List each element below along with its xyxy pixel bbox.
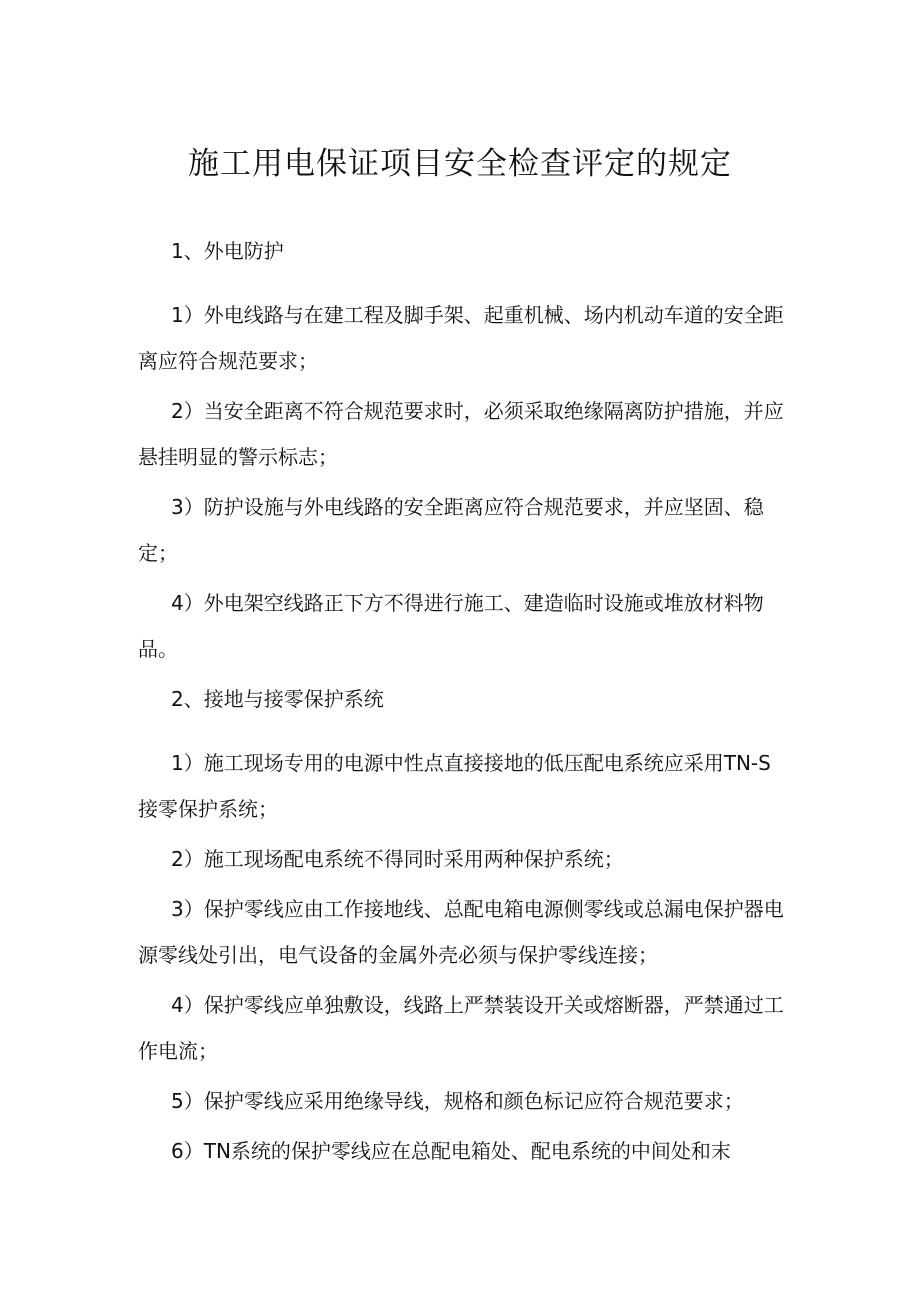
paragraph: 3）防护设施与外电线路的安全距离应符合规范要求，并应坚固、稳定； (138, 495, 764, 565)
paragraph: 2）施工现场配电系统不得同时采用两种保护系统； (171, 847, 624, 871)
paragraph: 3）保护零线应由工作接地线、总配电箱电源侧零线或总漏电保护器电源零线处引出，电气设备的金属外壳必须与保护零线连接； (138, 897, 784, 967)
paragraph: 4）外电架空线路正下方不得进行施工、建造临时设施或堆放材料物品。 (138, 591, 764, 661)
paragraph: 6）TN系统的保护零线应在总配电箱处、配电系统的中间处和末 (171, 1139, 731, 1163)
paragraph: 5）保护零线应采用绝缘导线，规格和颜色标记应符合规范要求； (171, 1089, 744, 1113)
section-heading: 2、接地与接零保护系统 (171, 687, 384, 711)
paragraph: 1）施工现场专用的电源中性点直接接地的低压配电系统应采用TN-S接零保护系统； (138, 751, 771, 821)
paragraph: 4）保护零线应单独敷设，线路上严禁装设开关或熔断器，严禁通过工作电流； (138, 993, 784, 1063)
document-body (138, 228, 788, 1178)
section-heading: 1、外电防护 (171, 239, 284, 263)
paragraph: 2）当安全距离不符合规范要求时，必须采取绝缘隔离防护措施，并应悬挂明显的警示标志； (138, 399, 784, 469)
paragraph: 1）外电线路与在建工程及脚手架、起重机械、场内机动车道的安全距离应符合规范要求； (138, 303, 784, 373)
page-title: 施工用电保证项目安全检查评定的规定 (188, 146, 732, 182)
